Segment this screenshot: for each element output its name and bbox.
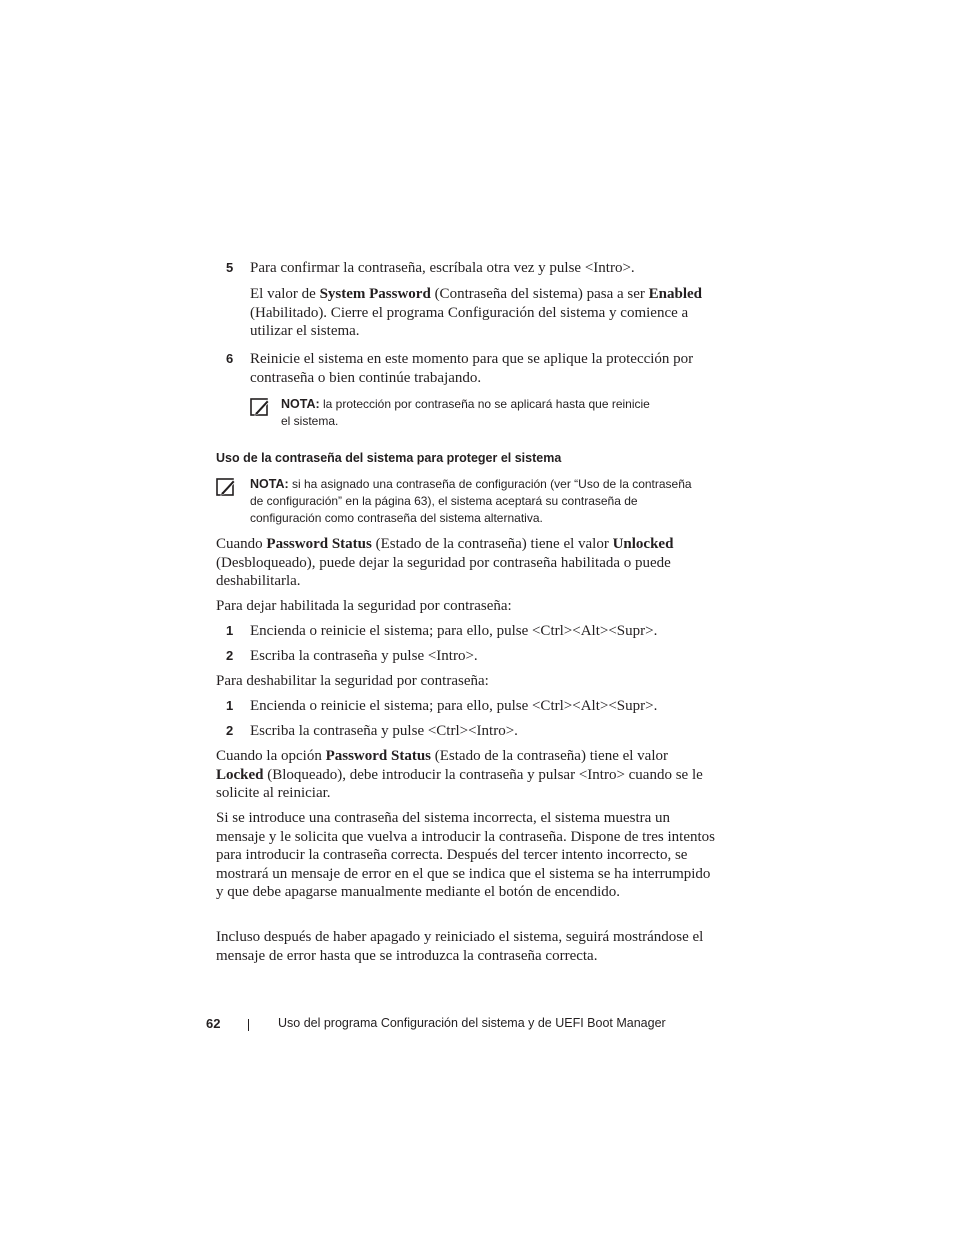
text: (Contraseña del sistema) pasa a ser xyxy=(430,286,649,302)
text: la protección por contraseña no se aplicará hasta que reinicie xyxy=(319,397,650,411)
step-text: Escriba la contraseña y pulse <Intro>. xyxy=(250,648,478,664)
keep-intro: Para dejar habilitada la seguridad por contraseña: xyxy=(216,598,512,614)
term-unlocked: Unlocked xyxy=(612,536,674,552)
note-label: NOTA: xyxy=(281,397,320,411)
page-number: 62 xyxy=(206,1016,221,1031)
step-number: 1 xyxy=(226,623,234,638)
text: si ha asignado una contraseña de configuración (ver “Uso de la contraseña xyxy=(288,477,692,491)
paragraph-wrong-password: Si se introduce una contraseña del sistema incorrecta, el sistema muestra un mensaje y le solicita que vuelva a introducir la contraseña. Dispone de tres intentos para introducir la contraseña correcta. Después del tercer intento incorrecto, se mostrará un mensaje de error en el que se indica que el sistema se ha interrumpido y que debe apagarse manualmente mediante el botón de encendido. xyxy=(216,810,716,901)
step-5-detail xyxy=(250,285,716,341)
section-heading: Uso de la contraseña del sistema para proteger el sistema xyxy=(216,451,562,465)
note-text xyxy=(250,476,720,527)
term-locked: Locked xyxy=(216,766,264,783)
step-number: 5 xyxy=(226,260,234,275)
text: Cuando xyxy=(216,536,267,552)
text: configuración como contraseña del sistema alternativa. xyxy=(250,511,543,525)
text: (Estado de la contraseña) tiene el valor xyxy=(371,536,613,552)
step-number: 2 xyxy=(226,723,234,738)
footer-divider xyxy=(248,1019,249,1031)
note-label: NOTA: xyxy=(250,477,289,491)
step-number: 2 xyxy=(226,648,234,663)
text: El valor de xyxy=(250,286,320,302)
step-text: Encienda o reinicie el sistema; para ello, pulse <Ctrl><Alt><Supr>. xyxy=(250,623,658,639)
paragraph-after-restart: Incluso después de haber apagado y reiniciado el sistema, seguirá mostrándose el mensaje de error hasta que se introduzca la contraseña correcta. xyxy=(216,929,704,964)
step-text: Reinicie el sistema en este momento para que se aplique la protección por contraseña o bien continúe trabajando. xyxy=(250,351,694,386)
step-text: Escriba la contraseña y pulse <Ctrl><Intro>. xyxy=(250,723,518,739)
term-system-password: System Password xyxy=(319,286,431,302)
footer-title: Uso del programa Configuración del sistema y de UEFI Boot Manager xyxy=(278,1016,666,1030)
text: (Bloqueado), debe introducir la contraseña y pulsar <Intro> cuando se le solicite al reiniciar. xyxy=(216,766,703,802)
text: el sistema. xyxy=(281,414,339,428)
step-text: Encienda o reinicie el sistema; para ello, pulse <Ctrl><Alt><Supr>. xyxy=(250,698,658,714)
disable-intro: Para deshabilitar la seguridad por contraseña: xyxy=(216,673,489,689)
step-text: Para confirmar la contraseña, escríbala otra vez y pulse <Intro>. xyxy=(250,260,635,276)
term-password-status: Password Status xyxy=(266,536,372,552)
step-number: 6 xyxy=(226,351,234,366)
text: (Estado de la contraseña) tiene el valor xyxy=(431,748,668,764)
paragraph-locked xyxy=(216,747,716,803)
paragraph-unlocked xyxy=(216,535,716,591)
text: (Habilitado). Cierre el programa Configuración del sistema y comience a utilizar el sistema. xyxy=(250,304,689,340)
note-text xyxy=(281,396,721,430)
note-box xyxy=(250,396,720,436)
text: Cuando la opción xyxy=(216,748,326,764)
note-pencil-icon xyxy=(250,397,270,417)
step-number: 1 xyxy=(226,698,234,713)
note-pencil-icon xyxy=(216,477,236,497)
term-enabled: Enabled xyxy=(648,286,703,302)
text: (Desbloqueado), puede dejar la seguridad por contraseña habilitada o puede deshabilitarla. xyxy=(216,554,671,590)
term-password-status: Password Status xyxy=(325,748,432,764)
note-box xyxy=(216,476,720,532)
text: de configuración” en la página 63), el sistema aceptará su contraseña de xyxy=(250,494,638,508)
